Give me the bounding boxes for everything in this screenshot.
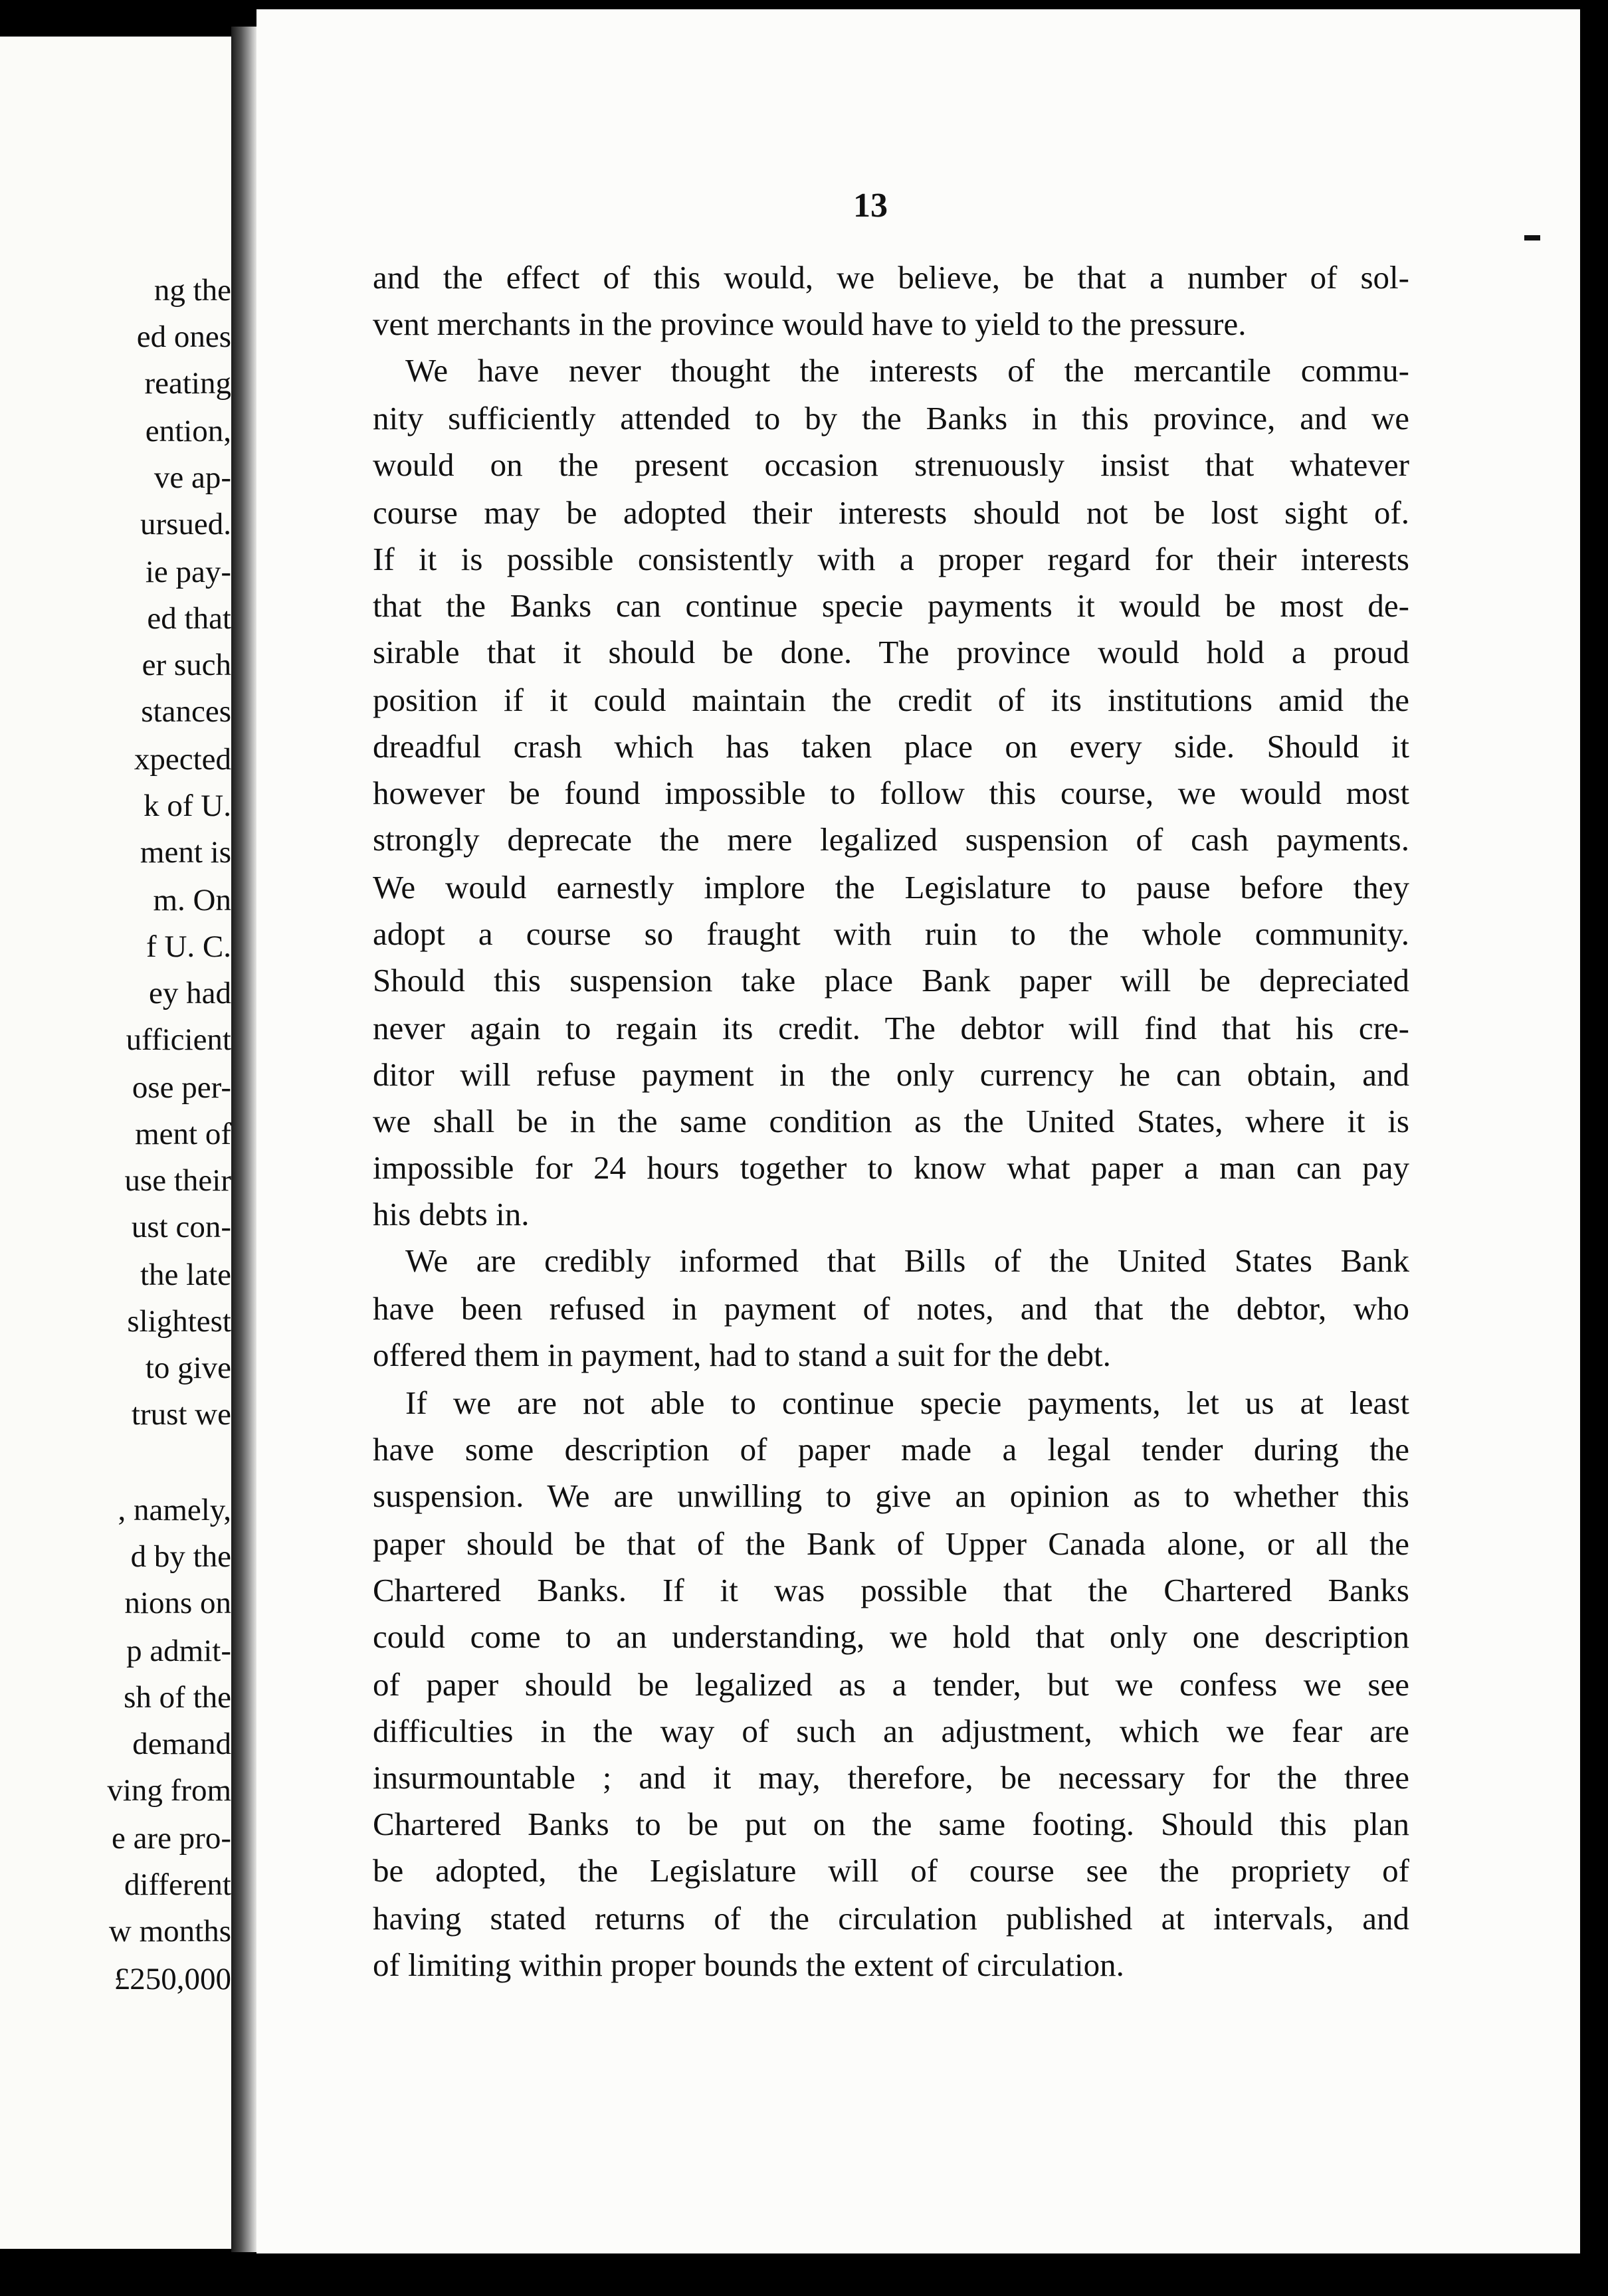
text-line: If we are not able to continue specie payments, let us at least: [405, 1385, 1409, 1421]
text-line: If it is possible consistently with a proper regard for their interests: [373, 541, 1409, 577]
text-line: ditor will refuse payment in the only currency he can obtain, and: [373, 1056, 1409, 1093]
left-fragment-line: nions on: [124, 1586, 231, 1620]
text-line: paper should be that of the Bank of Upper Canada alone, or all the: [373, 1525, 1409, 1562]
left-fragment-line: ie pay-: [145, 555, 231, 589]
left-fragment-line: ention,: [145, 415, 231, 448]
text-line: Chartered Banks to be put on the same footing. Should this plan: [373, 1806, 1409, 1842]
left-fragment-line: w months: [108, 1915, 231, 1948]
left-fragment-line: k of U.: [144, 789, 231, 822]
left-fragment-line: trust we: [131, 1398, 231, 1431]
left-fragment-line: to give: [145, 1351, 231, 1385]
text-line: never again to regain its credit. The debtor will find that his cre-: [373, 1010, 1409, 1046]
left-fragment-line: stances: [141, 695, 231, 728]
text-line: adopt a course so fraught with ruin to the whole community.: [373, 915, 1409, 952]
text-line: We are credibly informed that Bills of the United States Bank: [405, 1242, 1409, 1279]
text-line: Chartered Banks. If it was possible that the Chartered Banks: [373, 1572, 1409, 1608]
text-line: position if it could maintain the credit of its institutions amid the: [373, 682, 1409, 718]
left-fragment-line: ment is: [140, 836, 231, 869]
page-gutter: [231, 27, 256, 2252]
text-line: nity sufficiently attended to by the Banks in this province, and we: [373, 400, 1409, 436]
left-fragment-line: xpected: [134, 743, 231, 776]
left-fragment-line: ment of: [135, 1117, 231, 1151]
text-line: that the Banks can continue specie payments it would be most de-: [373, 587, 1409, 624]
text-line: his debts in.: [373, 1196, 530, 1232]
text-line: difficulties in the way of such an adjustment, which we fear are: [373, 1713, 1409, 1749]
left-fragment-line: slightest: [127, 1305, 231, 1338]
left-fragment-line: ufficient: [126, 1023, 231, 1056]
text-line: vent merchants in the province would have to yield to the pressure.: [373, 306, 1247, 342]
left-fragment-line: sh of the: [124, 1681, 231, 1714]
text-line: We would earnestly implore the Legislature to pause before they: [373, 869, 1409, 906]
left-fragment-line: different: [124, 1868, 231, 1901]
page-number: 13: [853, 187, 888, 225]
left-fragment-line: ng the: [153, 274, 231, 307]
left-fragment-line: p admit-: [126, 1634, 231, 1668]
scan-border: [1580, 0, 1608, 2296]
text-line: insurmountable ; and it may, therefore, be necessary for the three: [373, 1759, 1409, 1796]
text-line: offered them in payment, had to stand a suit for the debt.: [373, 1337, 1111, 1373]
stray-mark: [1524, 235, 1540, 240]
text-line: Should this suspension take place Bank paper will be depreciated: [373, 962, 1409, 999]
text-line: we shall be in the same condition as the United States, where it is: [373, 1103, 1409, 1139]
left-fragment-line: ed ones: [136, 320, 231, 353]
text-line: and the effect of this would, we believe, be that a number of sol-: [373, 259, 1409, 296]
left-fragment-line: ed that: [147, 602, 231, 635]
left-fragment-line: ose per-: [132, 1071, 231, 1104]
text-line: have some description of paper made a legal tender during the: [373, 1431, 1409, 1468]
text-line: however be found impossible to follow this course, we would most: [373, 775, 1409, 811]
text-line: of paper should be legalized as a tender, but we confess we see: [373, 1666, 1409, 1703]
text-line: be adopted, the Legislature will of course see the propriety of: [373, 1852, 1409, 1889]
left-fragment-line: d by the: [130, 1540, 231, 1573]
left-fragment-line: e are pro-: [111, 1822, 231, 1855]
left-fragment-line: ust con-: [131, 1210, 231, 1244]
left-fragment-line: er such: [142, 648, 231, 682]
left-fragment-line: ey had: [149, 977, 231, 1010]
text-line: would on the present occasion strenuously insist that whatever: [373, 446, 1409, 483]
left-fragment-line: demand: [132, 1727, 231, 1761]
text-line: dreadful crash which has taken place on every side. Should it: [373, 728, 1409, 765]
left-fragment-line: f U. C.: [146, 930, 231, 963]
text-line: sirable that it should be done. The province would hold a proud: [373, 634, 1409, 670]
text-line: suspension. We are unwilling to give an opinion as to whether this: [373, 1478, 1409, 1514]
text-line: strongly deprecate the mere legalized suspension of cash payments.: [373, 821, 1409, 858]
left-fragment-line: ursued.: [140, 508, 231, 541]
text-line: We have never thought the interests of the mercantile commu-: [405, 352, 1409, 389]
text-line: impossible for 24 hours together to know what paper a man can pay: [373, 1149, 1409, 1186]
left-fragment-line: ving from: [107, 1774, 231, 1807]
text-line: course may be adopted their interests should not be lost sight of.: [373, 494, 1409, 531]
left-fragment-line: £250,000: [114, 1962, 231, 1996]
left-fragment-line: m. On: [153, 884, 231, 917]
left-fragment-line: reating: [144, 367, 231, 400]
left-fragment-line: , namely,: [118, 1493, 231, 1527]
left-fragment-line: the late: [140, 1258, 231, 1292]
text-line: having stated returns of the circulation published at intervals, and: [373, 1900, 1409, 1937]
text-line: have been refused in payment of notes, and that the debtor, who: [373, 1290, 1409, 1327]
left-fragment-line: use their: [124, 1164, 231, 1197]
text-line: of limiting within proper bounds the extent of circulation.: [373, 1947, 1124, 1983]
left-fragment-line: ve ap-: [153, 461, 231, 494]
text-line: could come to an understanding, we hold that only one description: [373, 1618, 1409, 1655]
